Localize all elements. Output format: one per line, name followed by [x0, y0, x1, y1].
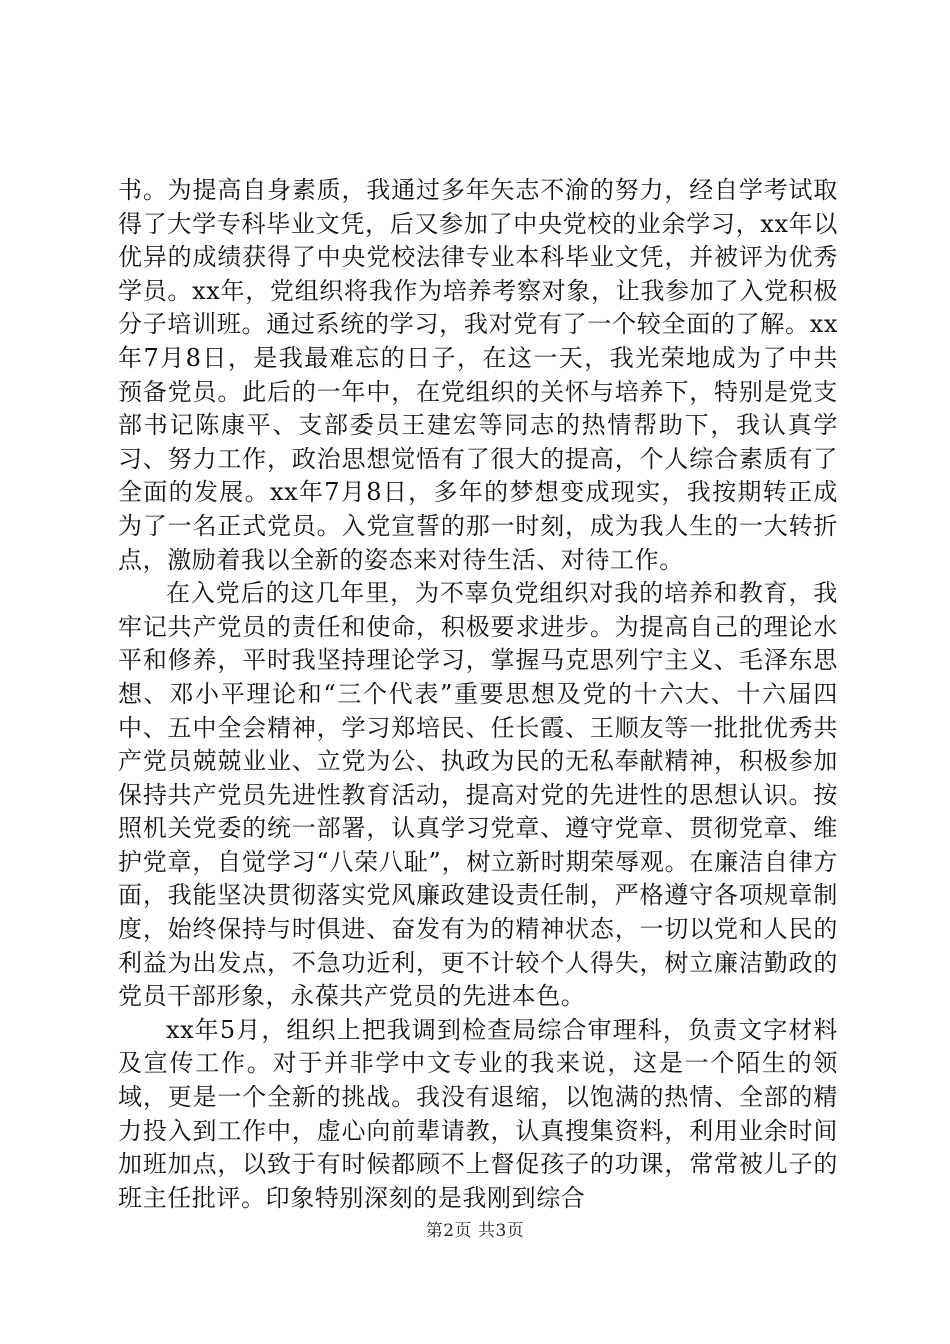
document-body: [118, 174, 838, 1215]
paragraph-3: xx年5月，组织上把我调到检查局综合审理科，负责文字材料及宣传工作。对于并非学中文专业的我来说，这是一个陌生的领域，更是一个全新的挑战。我没有退缩，以饱满的热情、全部的精力投入到工作中，虚心向前辈请教，认真搜集资料，利用业余时间加班加点，以致于有时候都顾不上督促孩子的功课，常常被儿子的班主任批评。印象特别深刻的是我刚到综合: [118, 1015, 838, 1212]
page-number-footer: 第2页 共3页: [425, 1221, 525, 1241]
paragraph-2: 在入党后的这几年里，为不辜负党组织对我的培养和教育，我牢记共产党员的责任和使命，积极要求进步。为提高自己的理论水平和修养，平时我坚持理论学习，掌握马克思列宁主义、毛泽东思想、邓小平理论和“三个代表”重要思想及党的十六大、十六届四中、五中全会精神，学习郑培民、任长霞、王顺友等一批批优秀共产党员兢兢业业、立党为公、执政为民的无私奉献精神，积极参加保持共产党员先进性教育活动，提高对党的先进性的思想认识。按照机关党委的统一部署，认真学习党章、遵守党章、贯彻党章、维护党章，自觉学习“八荣八耻”，树立新时期荣辱观。在廉洁自律方面，我能坚决贯彻落实党风廉政建设责任制，严格遵守各项规章制度，始终保持与时俱进、奋发有为的精神状态，一切以党和人民的利益为出发点，不急功近利，更不计较个人得失，树立廉洁勤政的党员干部形象，永葆共产党员的先进本色。: [118, 579, 838, 1011]
paragraph-1: 书。为提高自身素质，我通过多年矢志不渝的努力，经自学考试取得了大学专科毕业文凭，后又参加了中央党校的业余学习，xx年以优异的成绩获得了中央党校法律专业本科毕业文凭，并被评为优秀学员。xx年，党组织将我作为培养考察对象，让我参加了入党积极分子培训班。通过系统的学习，我对党有了一个较全面的了解。xx年7月8日，是我最难忘的日子，在这一天，我光荣地成为了中共预备党员。此后的一年中，在党组织的关怀与培养下，特别是党支部书记陈康平、支部委员王建宏等同志的热情帮助下，我认真学习、努力工作，政治思想觉悟有了很大的提高，个人综合素质有了全面的发展。xx年7月8日，多年的梦想变成现实，我按期转正成为了一名正式党员。入党宣誓的那一时刻，成为我人生的一大转折点，激励着我以全新的姿态来对待生活、对待工作。: [118, 176, 838, 574]
